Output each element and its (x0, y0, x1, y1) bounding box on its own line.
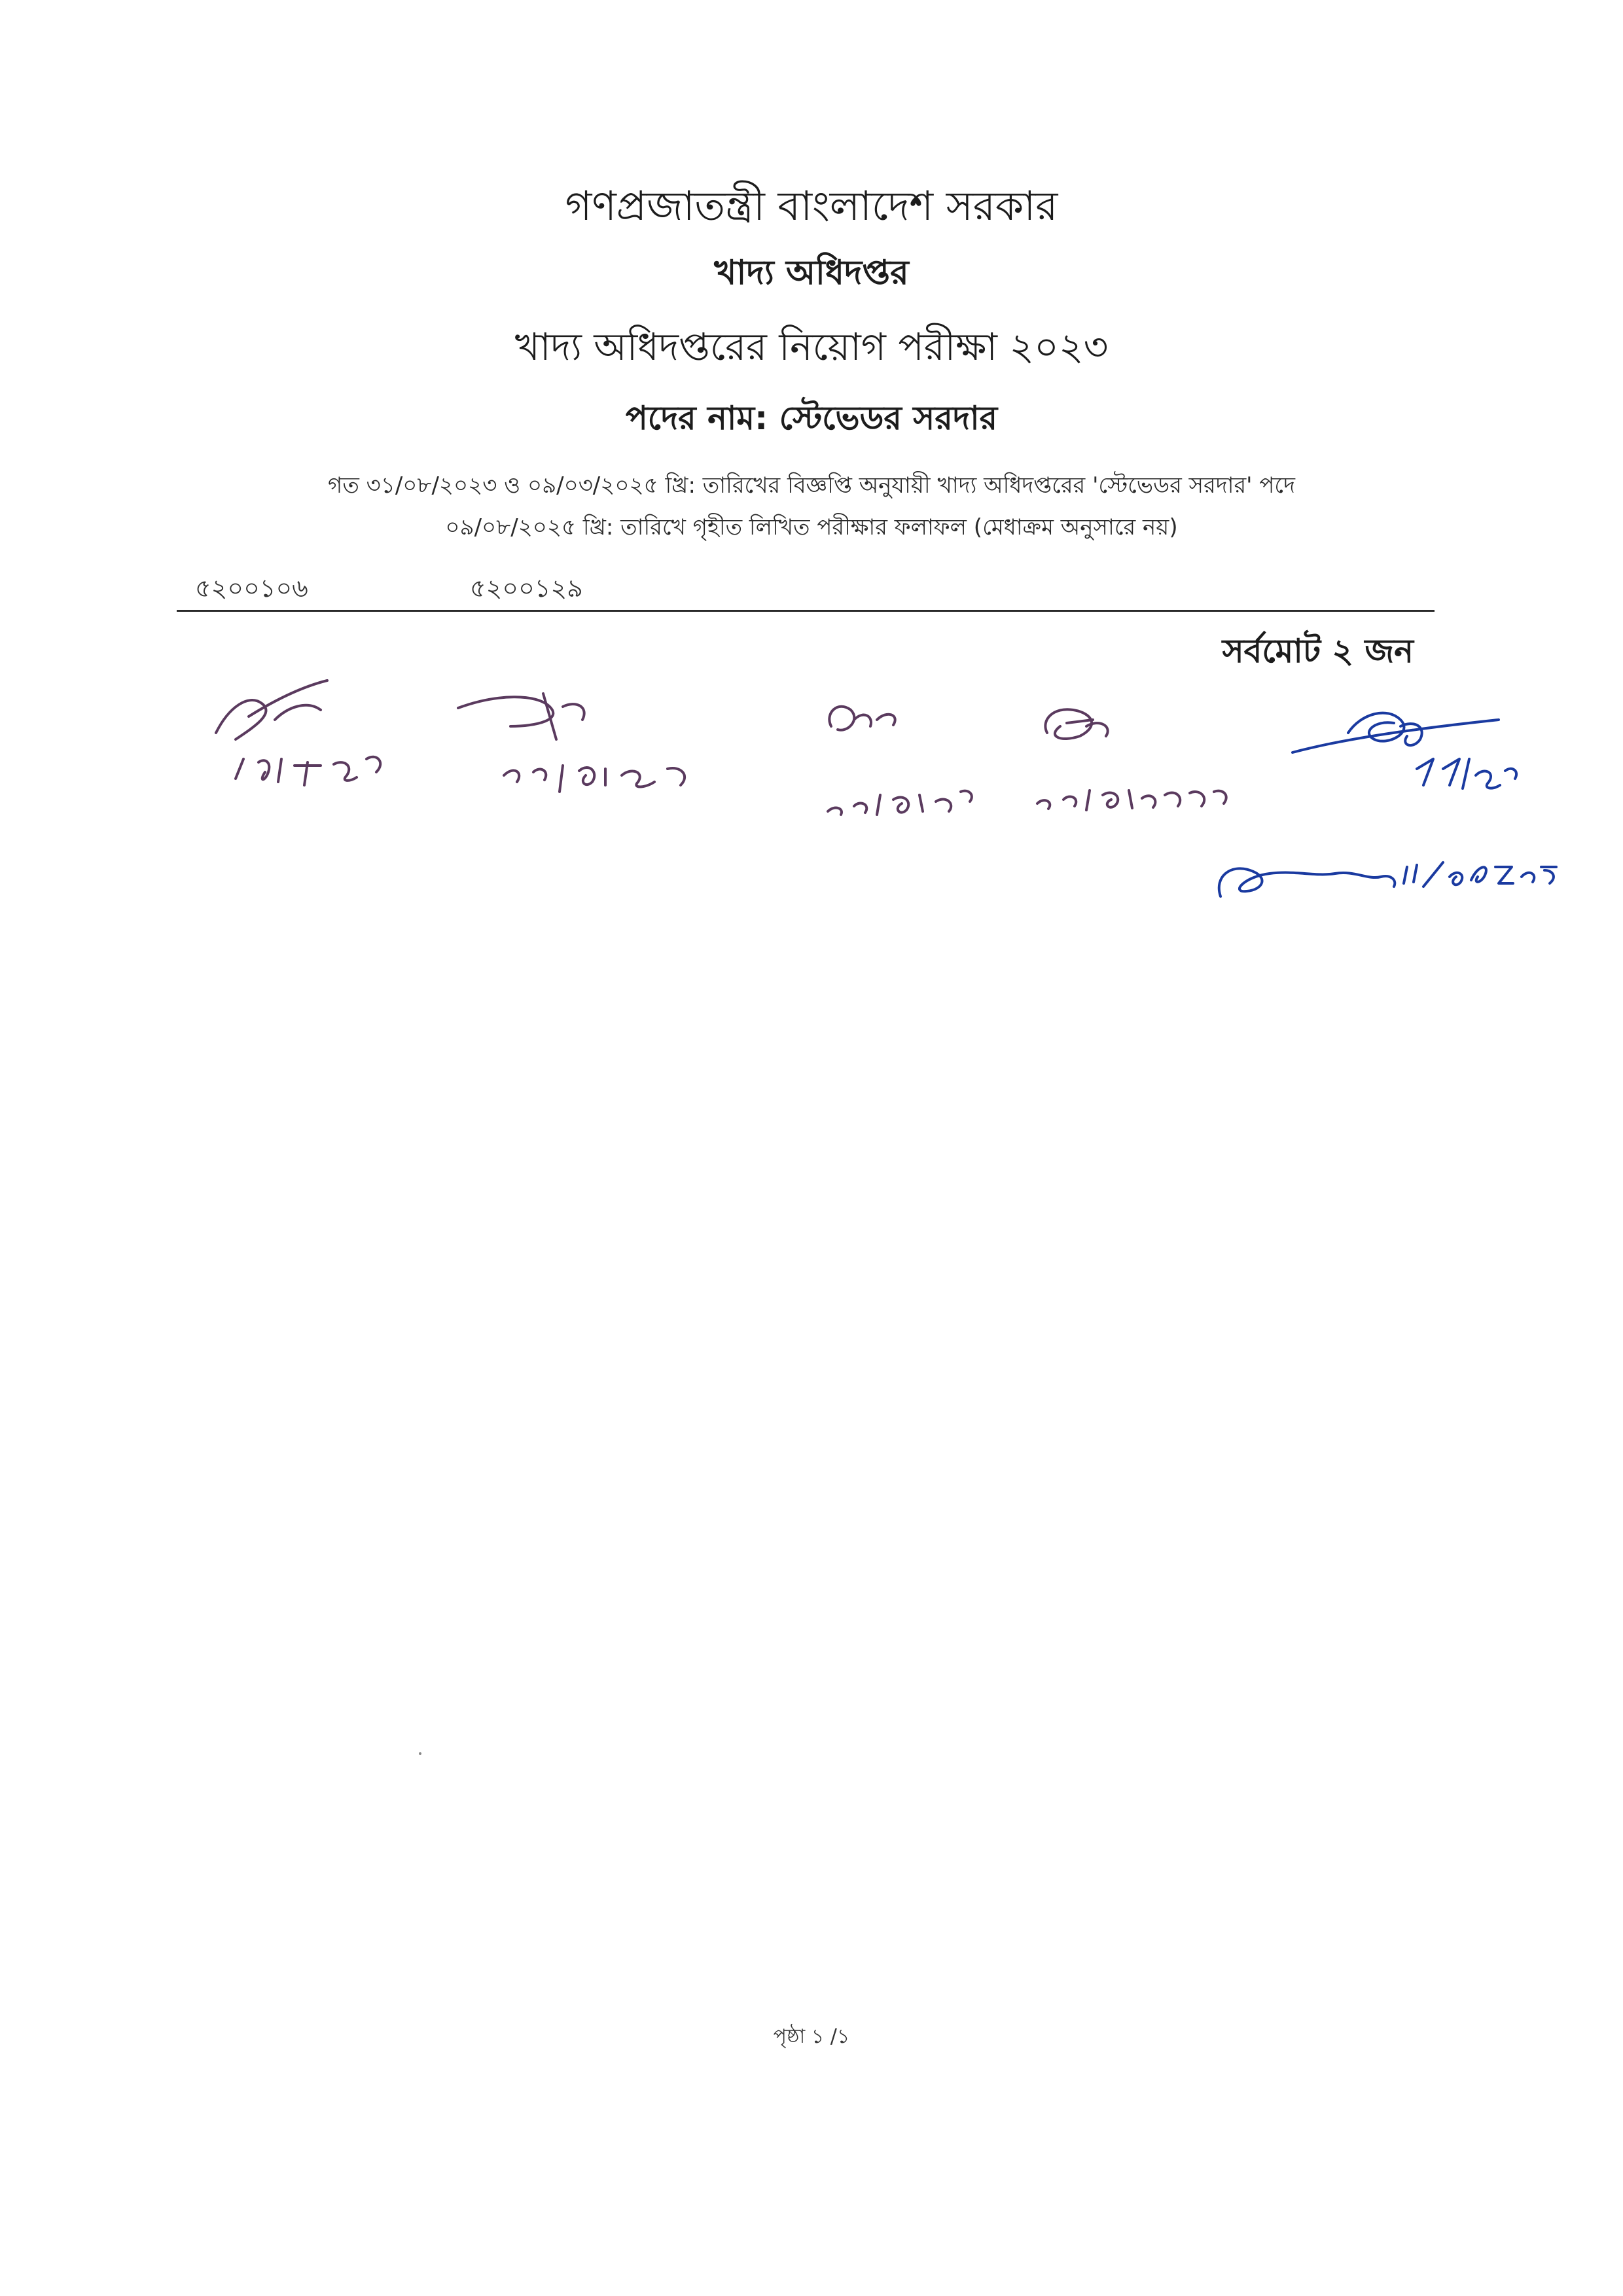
signature-1 (216, 680, 380, 785)
divider (177, 610, 1435, 612)
notice-line-2: ০৯/০৮/২০২৫ খ্রি: তারিখে গৃহীত লিখিত পরীক্ষার ফলাফল (মেধাক্রম অনুসারে নয়) (445, 514, 1178, 540)
government-title: গণপ্রজাতন্ত্রী বাংলাদেশ সরকার (565, 182, 1058, 230)
roll-number: ৫২০০১২৯ (470, 574, 583, 603)
scan-speck (419, 1752, 421, 1755)
signature-3 (828, 707, 972, 815)
signature-2 (458, 694, 685, 792)
exam-title: খাদ্য অধিদপ্তরের নিয়োগ পরীক্ষা ২০২৩ (514, 325, 1109, 369)
department-title: খাদ্য অধিদপ্তর (714, 253, 909, 292)
signature-ink-blue (1219, 713, 1556, 896)
notice-line-1: গত ৩১/০৮/২০২৩ ও ০৯/০৩/২০২৫ খ্রি: তারিখের বিজ্ঞপ্তি অনুযায়ী খাদ্য অধিদপ্তরের 'স্টেভেডর সরদার' পদে (328, 472, 1295, 499)
total-count: সর্বমোট ২ জন (1222, 632, 1414, 670)
roll-number: ৫২০০১০৬ (195, 574, 308, 603)
signature-6 (1219, 862, 1556, 896)
signature-4 (1037, 709, 1226, 810)
post-title: পদের নাম: স্টেভেডর সরদার (625, 399, 998, 437)
page-number: পৃষ্ঠা ১ /১ (773, 2025, 850, 2048)
signature-5 (1293, 713, 1516, 788)
signature-ink (216, 680, 1226, 815)
signatures-block (0, 654, 1623, 955)
